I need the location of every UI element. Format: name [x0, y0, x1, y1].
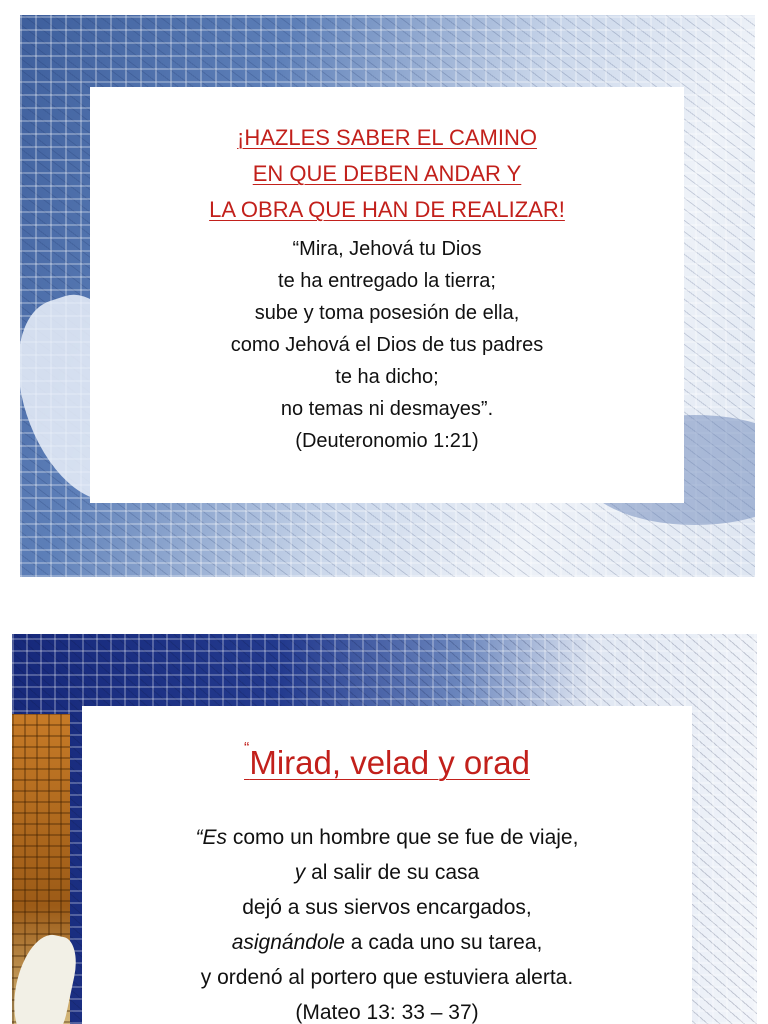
title-quote-mark: “	[244, 740, 250, 757]
verse2-line-4-rest: a cada uno su tarea,	[344, 931, 543, 954]
verse-line-1: “Mira, Jehová tu Dios	[292, 238, 482, 260]
verse2-line-1-italic: “Es	[195, 826, 228, 849]
slide-2-text-card	[82, 706, 692, 1024]
verse-line-3: sube y toma posesión de ella,	[254, 302, 520, 324]
slide-1-heading	[90, 87, 684, 221]
verse2-line-4	[82, 925, 692, 960]
slide-2-verse	[82, 820, 692, 1024]
verse2-reference: (Mateo 13: 33 – 37)	[295, 1001, 479, 1024]
slide-2-title-text	[244, 740, 530, 782]
verse2-line-2	[82, 855, 692, 890]
verse-line-2: te ha entregado la tierra;	[278, 270, 496, 292]
verse2-line-1-rest: como un hombre que se fue de viaje,	[227, 826, 579, 849]
slide-1	[20, 15, 755, 577]
verse-line-5: te ha dicho;	[335, 366, 439, 388]
slide-1-text-card	[90, 87, 684, 503]
slide-2	[12, 634, 757, 1024]
verse2-line-2-italic: y	[294, 861, 306, 884]
verse2-line-4-italic: asignándole	[231, 931, 345, 954]
verse2-line-2-rest: al salir de su casa	[305, 861, 480, 884]
verse2-line-1	[82, 820, 692, 855]
title-text: Mirad, velad y orad	[249, 744, 530, 781]
heading-line-2: EN QUE DEBEN ANDAR Y	[252, 161, 522, 186]
verse-line-6: no temas ni desmayes”.	[280, 398, 494, 420]
verse2-line-5: y ordenó al portero que estuviera alerta.	[200, 966, 574, 989]
heading-line-3: LA OBRA QUE HAN DE REALIZAR!	[209, 197, 565, 222]
verse-line-4: como Jehová el Dios de tus padres	[230, 334, 544, 356]
slide-2-title	[82, 706, 692, 782]
verse-reference: (Deuteronomio 1:21)	[295, 430, 479, 452]
slide-1-verse	[90, 233, 684, 457]
verse2-line-3: dejó a sus siervos encargados,	[242, 896, 532, 919]
heading-line-1: ¡HAZLES SABER EL CAMINO	[237, 125, 537, 150]
